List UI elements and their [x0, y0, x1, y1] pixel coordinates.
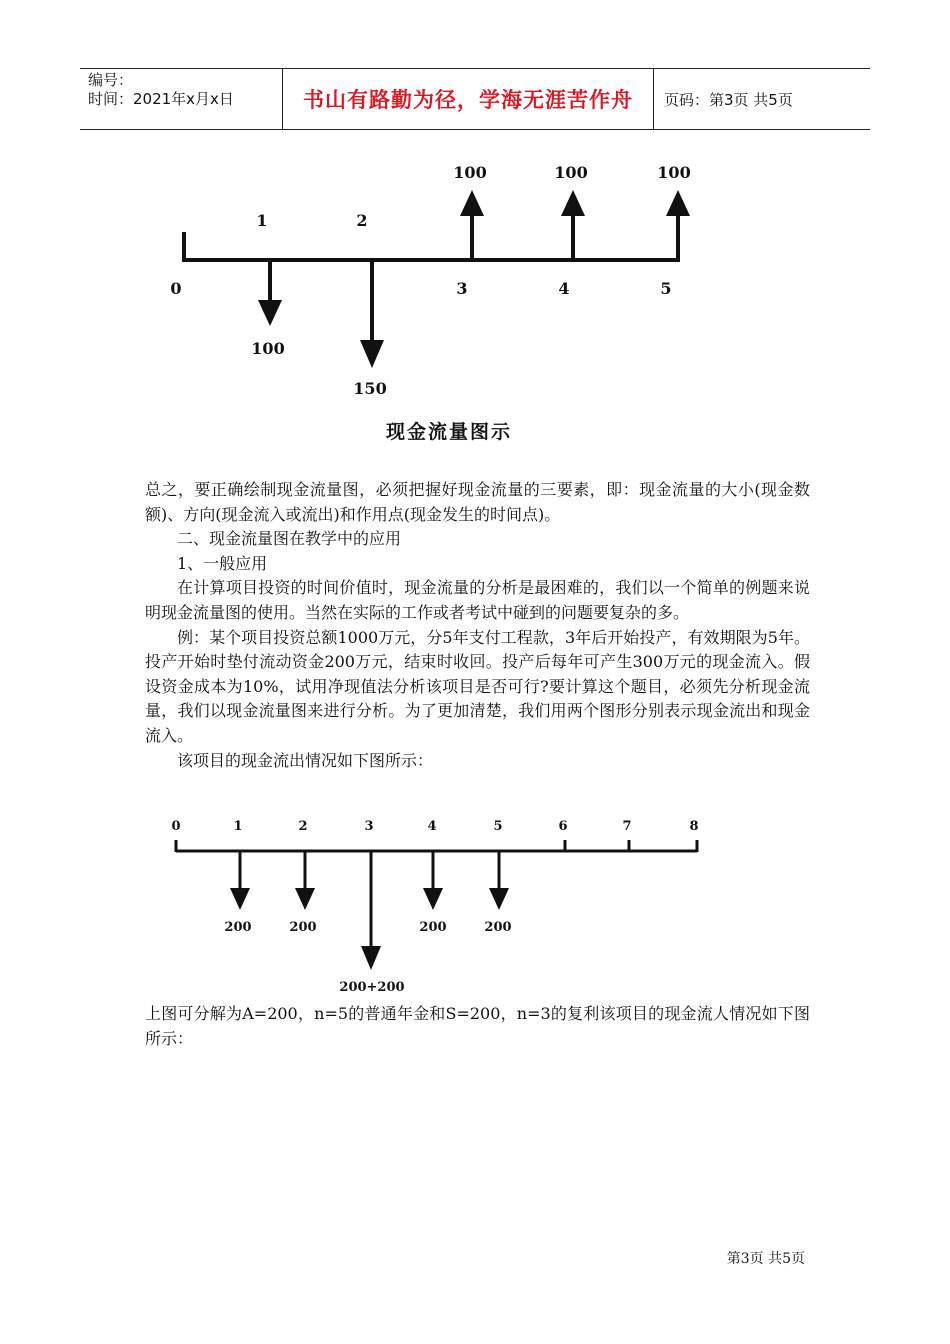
header-page-number: 页码：第3页 共5页 — [664, 90, 793, 109]
paragraph-outflow-intro: 该项目的现金流出情况如下图所示： — [177, 750, 434, 770]
tick2-label-8: 8 — [689, 819, 699, 834]
header-number: 编号： — [88, 71, 134, 89]
diagram1-caption: 现金流量图示 — [386, 421, 513, 443]
tick2-label-0: 0 — [171, 819, 181, 834]
header-meta — [80, 69, 282, 129]
cash-flow-diagram-2 — [160, 810, 720, 995]
tick2-label-2: 2 — [298, 819, 308, 834]
paragraph-summary: 总之，要正确绘制现金流量图，必须把握好现金流量的三要素，即：现金流量的大小(现金数额)、方向(现金流入或流出)和作用点(现金发生的时间点)。 — [145, 480, 810, 524]
body-text-block-1 — [145, 478, 810, 773]
paragraph-example: 例：某个项目投资总额1000万元，分5年支付工程款，3年后开始投产，有效期限为5年。投产开始时垫付流动资金200万元，结束时收回。投产后每年可产生300万元的现金流入。假设资金成本为10%，试用净现值法分析该项目是否可行?要计算这个题目，必须先分析现金流量，我们以现金流量图来进行分析。为了更加清楚，我们用两个图形分别表示现金流出和现金流入。 — [145, 627, 810, 745]
outflow2-amount-4: 200 — [419, 920, 447, 935]
body-text-block-2 — [145, 1002, 810, 1051]
paragraph-intro: 在计算项目投资的时间价值时，现金流量的分析是最困难的，我们以一个简单的例题来说明现金流量图的使用。当然在实际的工作或者考试中碰到的问题要复杂的多。 — [145, 578, 810, 622]
tick-label-3: 3 — [456, 279, 468, 298]
paragraph-decomposition: 上图可分解为A=200，n=5的普通年金和S=200，n=3的复利该项目的现金流人情况如下图所示： — [145, 1004, 810, 1048]
outflow-amount-2: 150 — [353, 379, 387, 398]
page-footer: 第3页 共5页 — [726, 1251, 805, 1267]
outflow-arrowhead-p4 — [423, 888, 443, 910]
tick-label-2: 2 — [356, 211, 368, 230]
outflow2-amount-3: 200+200 — [339, 980, 405, 995]
outflow-arrowhead-p5 — [489, 888, 509, 910]
outflow-amount-1: 100 — [251, 339, 285, 358]
tick2-label-5: 5 — [493, 819, 503, 834]
outflow-arrowhead-p2 — [295, 888, 315, 910]
section-heading: 二、现金流量图在教学中的应用 — [177, 529, 402, 549]
header-motto: 书山有路勤为径，学海无涯苦作舟 — [282, 69, 654, 129]
tick2-label-6: 6 — [558, 819, 568, 834]
cash-flow-diagram-1 — [160, 150, 720, 410]
subsection-heading: 1、一般应用 — [177, 553, 268, 573]
inflow-amount-3: 100 — [453, 163, 487, 182]
tick2-label-4: 4 — [427, 819, 437, 834]
inflow-arrowhead-5 — [666, 190, 690, 216]
outflow2-amount-2: 200 — [289, 920, 317, 935]
outflow-arrowhead-p3 — [361, 946, 381, 970]
tick-label-1: 1 — [256, 211, 268, 230]
tick2-label-1: 1 — [233, 819, 243, 834]
outflow2-amount-5: 200 — [484, 920, 512, 935]
inflow-amount-5: 100 — [657, 163, 691, 182]
tick2-label-7: 7 — [622, 819, 632, 834]
outflow2-amount-1: 200 — [224, 920, 252, 935]
tick-label-4: 4 — [558, 279, 570, 298]
outflow-arrowhead-2 — [360, 340, 384, 368]
header-time: 时间：2021年x月x日 — [88, 90, 234, 108]
tick-label-0: 0 — [170, 279, 182, 298]
inflow-arrowhead-4 — [561, 190, 585, 216]
outflow-arrowhead-p1 — [230, 888, 250, 910]
tick2-label-3: 3 — [364, 819, 374, 834]
outflow-arrowhead-1 — [258, 300, 282, 326]
inflow-amount-4: 100 — [554, 163, 588, 182]
page-header — [80, 68, 870, 130]
tick-label-5: 5 — [660, 279, 672, 298]
inflow-arrowhead-3 — [460, 190, 484, 216]
